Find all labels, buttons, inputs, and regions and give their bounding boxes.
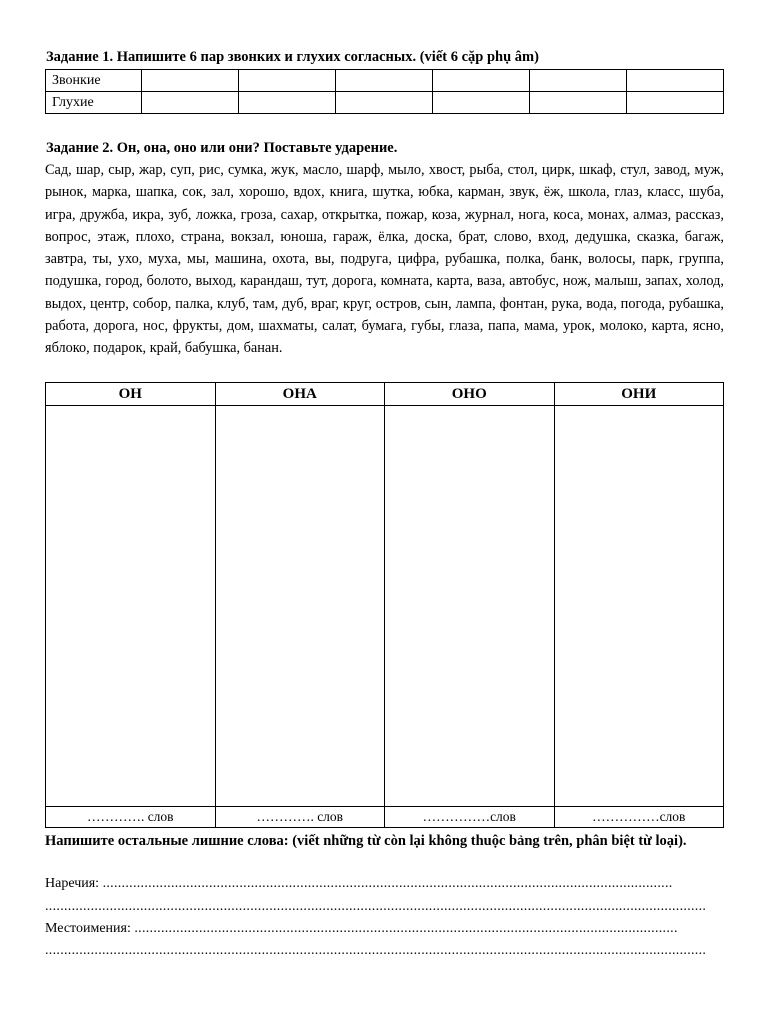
answer-cell[interactable] (336, 92, 433, 114)
gender-table (45, 382, 724, 828)
answer-cell[interactable] (530, 70, 627, 92)
remaining-words-title: Напишите остальные лишние слова: (viết những từ còn lại không thuộc bảng trên, phân biệt từ loại). (45, 833, 687, 849)
word-count-on[interactable]: …………. слов (46, 806, 216, 827)
fill-in-dots: ............................................................................................................................................... (134, 921, 678, 936)
table-row (46, 92, 724, 114)
answer-cell[interactable] (142, 92, 239, 114)
answer-cell[interactable] (627, 70, 724, 92)
consonant-pairs-table (45, 69, 724, 114)
word-count-oni[interactable]: ……………слов (554, 806, 724, 827)
adverbs-line-continued[interactable] (45, 897, 724, 917)
answer-cell[interactable] (433, 92, 530, 114)
adverbs-line[interactable] (45, 874, 724, 894)
pronouns-line[interactable] (45, 919, 724, 939)
pronouns-label: Местоимения: (45, 921, 135, 936)
column-header-ono: ОНО (385, 383, 555, 406)
fill-in-dots: .............................................................................................................................................................................. (45, 899, 707, 914)
column-header-on: ОН (46, 383, 216, 406)
task2-title: Задание 2. Он, она, оно или они? Поставьте ударение. (46, 140, 398, 156)
column-header-ona: ОНА (215, 383, 385, 406)
table-header-row (46, 383, 724, 406)
row-label-voiced: Звонкие (46, 70, 142, 92)
answer-area-oni[interactable] (554, 406, 724, 807)
answer-area-on[interactable] (46, 406, 216, 807)
table-row (46, 70, 724, 92)
column-header-oni: ОНИ (554, 383, 724, 406)
table-row (46, 806, 724, 827)
answer-area-ona[interactable] (215, 406, 385, 807)
answer-cell[interactable] (433, 70, 530, 92)
word-count-ono[interactable]: ……………слов (385, 806, 555, 827)
task1-title: Задание 1. Напишите 6 пар звонких и глухих согласных. (viết 6 cặp phụ âm) (46, 49, 539, 65)
answer-cell[interactable] (336, 70, 433, 92)
answer-cell[interactable] (239, 70, 336, 92)
answer-cell[interactable] (142, 70, 239, 92)
row-label-voiceless: Глухие (46, 92, 142, 114)
fill-in-dots: ...................................................................................................................................................... (102, 876, 673, 891)
adverbs-label: Наречия: (45, 876, 103, 891)
answer-cell[interactable] (627, 92, 724, 114)
word-list: Сад, шар, сыр, жар, суп, рис, сумка, жук, масло, шарф, мыло, хвост, рыба, стол, цирк, шкаф, стул, завод, муж, рынок, марка, шапка, сок, зал, хорошо, вдох, книга, шутка, юбка, карман, звук, ёж, школа, глаз, класс, шуба, игра, дружба, икра, зуб, ложка, гроза, сахар, открытка, пожар, коза, журнал, нога, коса, монах, алмаз, рассказ, вопрос, этаж, плохо, страна, вокзал, юноша, гараж, ёлка, доска, брат, слово, вход, дедушка, сказка, багаж, завтра, ты, ухо, муха, мы, машина, охота, вы, подруга, цифра, рубашка, полка, банк, волосы, парк, группа, подушка, город, болото, выход, карандаш, тут, дорога, комната, карта, ваза, автобус, нож, малыш, запах, холод, выдох, центр, собор, палка, клуб, там, дуб, враг, круг, остров, сын, лампа, фонтан, рука, вода, погода, рубашка, работа, дорога, нос, фрукты, дом, шахматы, салат, бумага, губы, глаза, папа, мама, урок, молоко, карта, ясно, яблоко, подарок, край, бабушка, банан. (45, 162, 724, 357)
word-count-ona[interactable]: …………. слов (215, 806, 385, 827)
fill-in-dots: .............................................................................................................................................................................. (45, 943, 707, 958)
table-row (46, 406, 724, 807)
answer-cell[interactable] (239, 92, 336, 114)
answer-cell[interactable] (530, 92, 627, 114)
pronouns-line-continued[interactable] (45, 941, 724, 961)
answer-area-ono[interactable] (385, 406, 555, 807)
